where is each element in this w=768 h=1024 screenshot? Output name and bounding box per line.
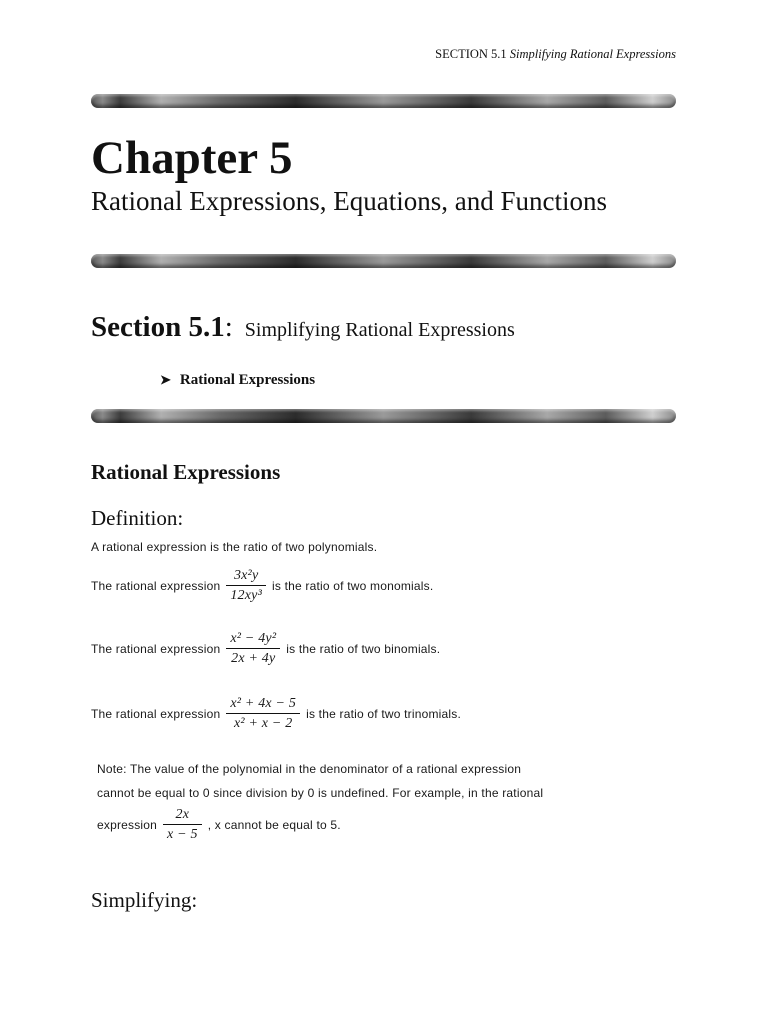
note-line-3 (97, 806, 341, 843)
content-heading: Rational Expressions (91, 460, 281, 484)
note-tail: , x cannot be equal to 5. (207, 817, 341, 832)
example-tail: is the ratio of two monomials. (271, 578, 434, 593)
example-lead: The rational expression (91, 578, 221, 593)
example-trinomials (91, 695, 461, 732)
section-title: Simplifying Rational Expressions (244, 319, 515, 341)
example-tail: is the ratio of two trinomials. (306, 706, 462, 721)
fraction-denominator: 2x + 4y (231, 651, 276, 666)
definition-label: Definition: (91, 506, 184, 530)
fraction-trinomials (226, 695, 300, 732)
fraction-numerator: 2x (163, 806, 202, 825)
section-number: Section 5.1 (91, 311, 225, 343)
running-head-section: SECTION 5.1 (435, 47, 507, 61)
fraction-denominator: x − 5 (167, 827, 198, 842)
section-heading (91, 308, 515, 351)
fraction-note (163, 806, 202, 843)
outline-item (160, 372, 315, 389)
chapter-title: Chapter 5 (91, 132, 293, 184)
simplifying-label: Simplifying: (91, 888, 198, 912)
decorative-bar-middle (91, 254, 676, 268)
note-lead: expression (97, 817, 158, 832)
outline-item-label: Rational Expressions (179, 372, 316, 388)
decorative-bar-top (91, 94, 676, 108)
decorative-bar-bottom (91, 409, 676, 423)
fraction-denominator: 12xy³ (230, 588, 262, 603)
fraction-numerator: x² + 4x − 5 (226, 695, 300, 714)
fraction-binomials (226, 630, 280, 667)
example-lead: The rational expression (91, 706, 221, 721)
chapter-subtitle: Rational Expressions, Equations, and Functions (91, 186, 607, 216)
example-lead: The rational expression (91, 641, 221, 656)
example-binomials (91, 630, 440, 667)
fraction-numerator: x² − 4y² (226, 630, 280, 649)
arrow-bullet-icon: ➤ (160, 372, 171, 387)
example-tail: is the ratio of two binomials. (286, 641, 441, 656)
running-head (435, 47, 676, 62)
fraction-denominator: x² + x − 2 (233, 716, 293, 731)
note-line-2: cannot be equal to 0 since division by 0 is undefined. For example, in the rational (97, 786, 544, 800)
section-colon: : (224, 311, 233, 343)
running-head-title: Simplifying Rational Expressions (509, 47, 676, 61)
fraction-monomials (226, 567, 266, 604)
note-line-1: Note: The value of the polynomial in the denominator of a rational expression (97, 762, 522, 776)
example-monomials (91, 567, 433, 604)
definition-text: A rational expression is the ratio of two polynomials. (91, 540, 378, 554)
fraction-numerator: 3x²y (226, 567, 266, 586)
